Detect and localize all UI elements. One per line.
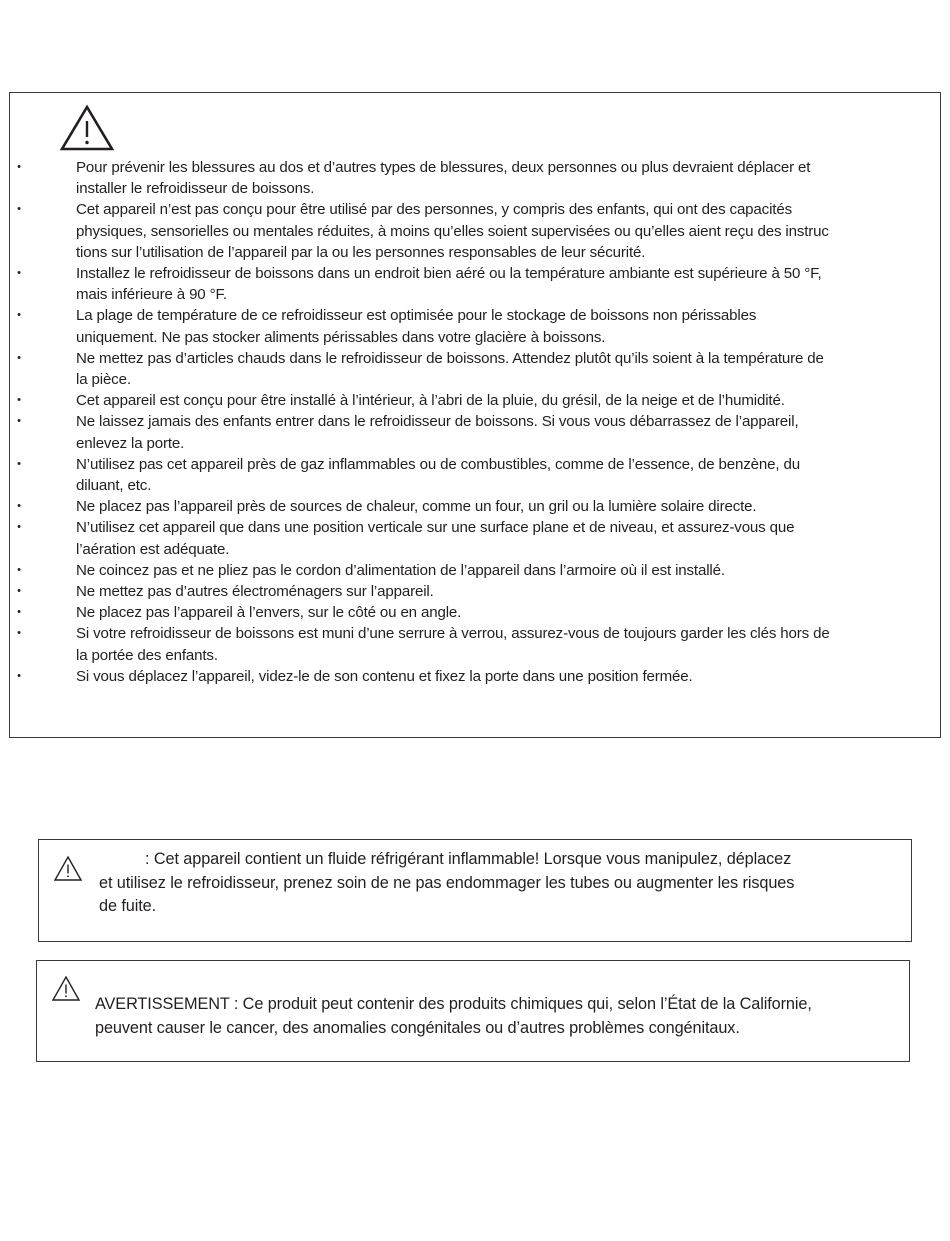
- warning-triangle-icon: [59, 104, 115, 152]
- safety-instruction-item: [10, 157, 940, 199]
- california-prop65-warning-box: [36, 960, 910, 1062]
- bullet-icon: •: [17, 394, 21, 407]
- safety-instruction-text: Ne placez pas l’appareil à l’envers, sur le côté ou en angle.: [76, 604, 462, 622]
- safety-instruction-item: [10, 496, 940, 517]
- safety-instruction-text: Si votre refroidisseur de boissons est muni d’une serrure à verrou, assurez-vous de toujours garder les clés hors de: [76, 625, 830, 643]
- safety-instruction-item: [10, 305, 940, 347]
- bullet-icon: •: [17, 521, 21, 534]
- bullet-icon: •: [17, 500, 21, 513]
- safety-instruction-text: la pièce.: [76, 371, 131, 389]
- safety-instruction-text: N’utilisez pas cet appareil près de gaz inflammables ou de combustibles, comme de l’essence, de benzène, du: [76, 455, 800, 473]
- safety-instruction-text: Installez le refroidisseur de boissons dans un endroit bien aéré ou la température ambiante est supérieure à 50 °F,: [76, 265, 822, 283]
- safety-instruction-text: l’aération est adéquate.: [76, 540, 230, 558]
- safety-instruction-text: Ne mettez pas d’articles chauds dans le refroidisseur de boissons. Attendez plutôt qu’ils soient à la température de: [76, 349, 824, 367]
- safety-instruction-text: diluant, etc.: [76, 477, 152, 495]
- bullet-icon: •: [17, 585, 21, 598]
- bullet-icon: •: [17, 203, 21, 216]
- bullet-icon: •: [17, 457, 21, 470]
- safety-instruction-item: [10, 390, 940, 411]
- safety-instruction-item: [10, 199, 940, 263]
- bullet-icon: •: [17, 415, 21, 428]
- bullet-icon: •: [17, 669, 21, 682]
- safety-instruction-text: physiques, sensorielles ou mentales réduites, à moins qu’elles soient supervisées ou qu’elles aient reçu des instruc: [76, 222, 829, 240]
- refrigerant-warning-line: de fuite.: [99, 897, 157, 915]
- safety-instruction-text: Cet appareil n’est pas conçu pour être utilisé par des personnes, y compris des enfants, qui ont des capacités: [76, 201, 792, 219]
- prop65-warning-text: [95, 993, 812, 1040]
- safety-instruction-text: Ne placez pas l’appareil près de sources de chaleur, comme un four, un gril ou la lumière solaire directe.: [76, 498, 757, 516]
- bullet-icon: •: [17, 606, 21, 619]
- safety-instruction-item: [10, 623, 940, 665]
- safety-instructions-list: [10, 157, 940, 687]
- safety-instruction-text: installer le refroidisseur de boissons.: [76, 180, 315, 198]
- safety-instruction-item: [10, 263, 940, 305]
- refrigerant-warning-box: [38, 839, 912, 942]
- safety-instruction-text: mais inférieure à 90 °F.: [76, 286, 227, 304]
- refrigerant-warning-text: [99, 848, 794, 919]
- safety-instruction-item: [10, 348, 940, 390]
- bullet-icon: •: [17, 563, 21, 576]
- warning-triangle-icon: [53, 855, 83, 882]
- refrigerant-warning-line: et utilisez le refroidisseur, prenez soin de ne pas endommager les tubes ou augmenter les risques: [99, 873, 795, 892]
- safety-instruction-item: [10, 517, 940, 559]
- safety-instruction-text: Pour prévenir les blessures au dos et d’autres types de blessures, deux personnes ou plus devraient déplacer et: [76, 159, 811, 176]
- safety-warnings-box: [9, 92, 941, 738]
- bullet-icon: •: [17, 309, 21, 322]
- prop65-warning-line: AVERTISSEMENT : Ce produit peut contenir des produits chimiques qui, selon l’État de la Californie,: [95, 995, 812, 1013]
- safety-instruction-item: [10, 411, 940, 453]
- safety-instruction-item: [10, 602, 940, 623]
- safety-instruction-text: Ne laissez jamais des enfants entrer dans le refroidisseur de boissons. Si vous vous débarrassez de l’appareil,: [76, 413, 799, 431]
- safety-instruction-text: tions sur l’utilisation de l’appareil par la ou les personnes responsables de leur sécurité.: [76, 243, 646, 261]
- safety-instruction-item: [10, 560, 940, 581]
- bullet-icon: •: [17, 351, 21, 364]
- safety-instruction-text: enlevez la porte.: [76, 434, 185, 452]
- safety-instruction-text: la portée des enfants.: [76, 646, 218, 664]
- warning-triangle-icon: [51, 975, 81, 1002]
- bullet-icon: •: [17, 267, 21, 280]
- safety-instruction-text: La plage de température de ce refroidisseur est optimisée pour le stockage de boissons non périssables: [76, 307, 757, 325]
- safety-instruction-text: Si vous déplacez l’appareil, videz-le de son contenu et fixez la porte dans une position fermée.: [76, 667, 693, 685]
- safety-instruction-item: [10, 666, 940, 687]
- safety-instruction-text: uniquement. Ne pas stocker aliments périssables dans votre glacière à boissons.: [76, 328, 606, 346]
- refrigerant-warning-line: : Cet appareil contient un fluide réfrigérant inflammable! Lorsque vous manipulez, déplacez: [145, 850, 792, 868]
- safety-instruction-text: N’utilisez cet appareil que dans une position verticale sur une surface plane et de niveau, et assurez-vous que: [76, 519, 795, 537]
- safety-instruction-text: Ne coincez pas et ne pliez pas le cordon d’alimentation de l’appareil dans l’armoire où il est installé.: [76, 561, 725, 579]
- safety-instruction-item: [10, 581, 940, 602]
- prop65-warning-line: peuvent causer le cancer, des anomalies congénitales ou d’autres problèmes congénitaux.: [95, 1018, 740, 1037]
- bullet-icon: •: [17, 161, 21, 173]
- bullet-icon: •: [17, 627, 21, 640]
- safety-instruction-item: [10, 454, 940, 496]
- safety-instruction-text: Cet appareil est conçu pour être installé à l’intérieur, à l’abri de la pluie, du grésil, de la neige et de l’humidité.: [76, 392, 785, 410]
- safety-instruction-text: Ne mettez pas d’autres électroménagers sur l’appareil.: [76, 583, 434, 601]
